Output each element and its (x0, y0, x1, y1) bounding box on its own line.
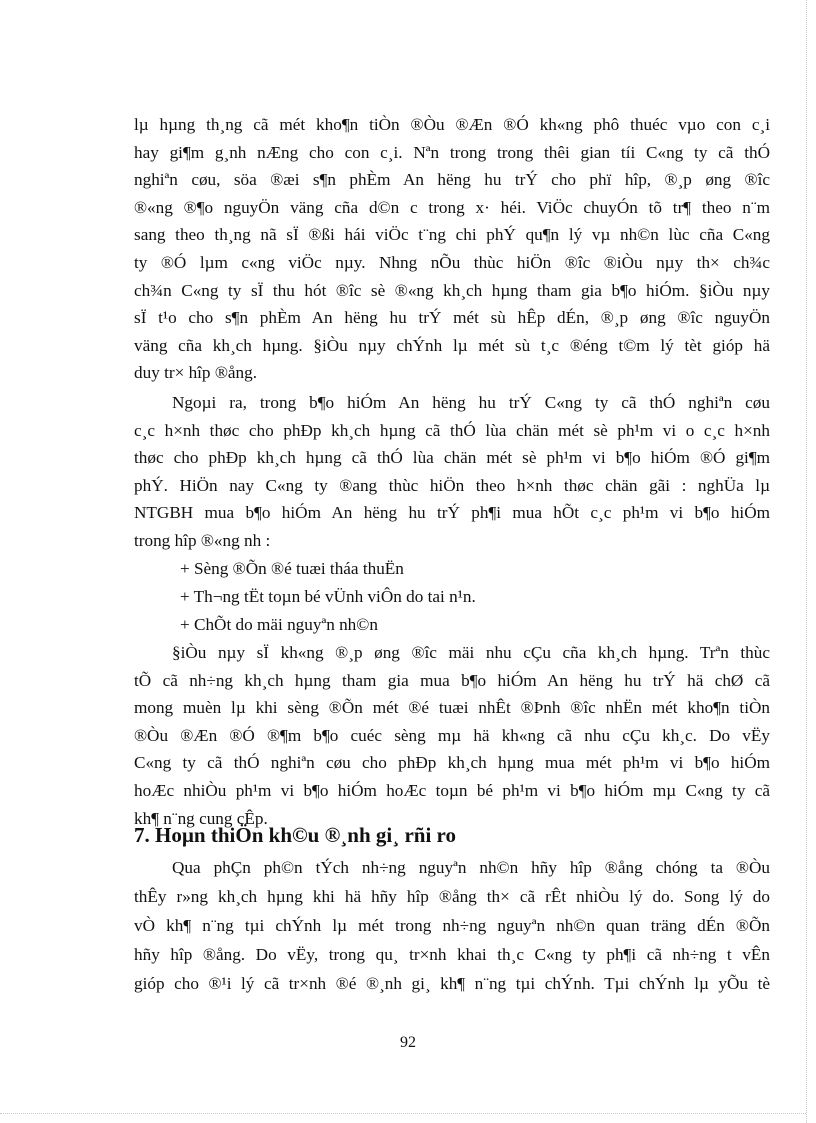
text-line: thøc cho phÐp kh¸ch hµng cã thÓ lùa chän mét sè ph¹m vi b¶o hiÓm ®Ó gi¶m (134, 448, 770, 468)
text-line: väng cña kh¸ch hµng. §iÒu nµy chÝnh lµ mét sù t¸c ®éng t©m lý tèt gióp hä (134, 335, 770, 355)
text-line: ch¾n C«ng ty sÏ thu hót ®îc sè ®«ng kh¸ch hµng tham gia b¶o hiÓm. §iÒu nµy (134, 280, 770, 300)
text-line: ®Òu ®Æn ®Ó ®¶m b¶o cuéc sèng mµ hä kh«ng cã nhu cÇu kh¸c. Do vËy (134, 725, 770, 745)
text-line: tÕ cã nh÷ng kh¸ch hµng tham gia mua b¶o hiÓm An hëng hu trÝ hä chØ cã (134, 670, 770, 690)
text-line: kh¶ n¨ng cung cÊp. (134, 808, 268, 828)
text-line: thÊy r»ng kh¸ch hµng khi hä hñy hîp ®ång th× cã rÊt nhiÒu lý do. Song lý do (134, 887, 770, 906)
text-line: ty ®Ó lµm c«ng viÖc nµy. Nhng nÕu thùc hiÖn ®îc ®iÒu nµy th× ch¾c (134, 253, 770, 272)
text-line: lµ hµng th¸ng cã mét kho¶n tiÒn ®Òu ®Æn ®Ó kh«ng phô thuéc vµo con c¸i (134, 115, 770, 134)
text-line: gióp cho ®¹i lý cã tr×nh ®é ®¸nh gi¸ kh¶ n¨ng tµi chÝnh. Tµi chÝnh lµ yÕu tè (134, 974, 770, 993)
list-item: + ChÕt do mäi nguyªn nh©n (180, 615, 378, 634)
text-line: sÏ t¹o cho s¶n phÈm An hëng hu trÝ mét sù hÊp dÉn, ®¸p øng ®îc nguyÖn (134, 308, 770, 328)
page-border-right (806, 0, 807, 1123)
text-line: c¸c h×nh thøc cho phÐp kh¸ch hµng cã thÓ lùa chän mét sè ph¹m vi o c¸c h×nh (134, 420, 770, 440)
text-line: ®«ng ®¶o nguyÖn väng cña d©n c trong x· héi. ViÖc chuyÓn tõ tr¶ theo n¨m (134, 197, 770, 217)
text-line: hñy hîp ®ång. Do vËy, trong qu¸ tr×nh khai th¸c C«ng ty ph¶i cã nh÷ng t vÊn (134, 945, 770, 964)
section-heading: 7. Hoµn thiÖn kh©u ®¸nh gi¸ rñi ro (134, 823, 457, 847)
text-line: NTGBH mua b¶o hiÓm An hëng hu trÝ ph¶i mua hÕt c¸c ph¹m vi b¶o hiÓm (134, 503, 770, 523)
text-line: phÝ. HiÖn nay C«ng ty ®ang thùc hiÖn theo h×nh thøc chän gãi : nghÜa lµ (134, 475, 770, 495)
text-line: C«ng ty cã thÓ nghiªn cøu cho phÐp kh¸ch hµng mua mét ph¹m vi b¶o hiÓm (134, 753, 770, 773)
text-line: sang theo th¸ng nã sÏ ®ßi hái viÖc t¨ng chi phÝ qu¶n lý vµ nh©n lùc cña C«ng (134, 225, 770, 245)
text-line-indented: §iÒu nµy sÏ kh«ng ®¸p øng ®îc mäi nhu cÇu cña kh¸ch hµng. Trªn thùc (172, 643, 770, 662)
list-item: + Sèng ®Õn ®é tuæi tháa thuËn (180, 559, 404, 578)
text-line-indented: Ngoµi ra, trong b¶o hiÓm An hëng hu trÝ C«ng ty cã thÓ nghiªn cøu (172, 393, 770, 412)
text-line: duy tr× hîp ®ång. (134, 363, 257, 383)
text-line: hoÆc nhiÒu ph¹m vi b¶o hiÓm hoÆc toµn bé ph¹m vi b¶o hiÓm mµ C«ng ty cã (134, 781, 770, 800)
text-line: vÒ kh¶ n¨ng tµi chÝnh lµ mét trong nh÷ng nguyªn nh©n quan träng dÉn ®Õn (134, 916, 770, 935)
list-item: + Th¬ng tËt toµn bé vÜnh viÔn do tai n¹n. (180, 587, 476, 606)
text-line: hay gi¶m g¸nh nÆng cho con c¸i. Nªn trong trong thêi gian tíi C«ng ty cã thÓ (134, 142, 770, 162)
page-number: 92 (400, 1034, 416, 1051)
text-line: trong hîp ®«ng nh : (134, 531, 271, 550)
page-border-bottom (0, 1113, 806, 1114)
text-line-indented: Qua phÇn ph©n tÝch nh÷ng nguyªn nh©n hñy hîp ®ång chóng ta ®Òu (172, 858, 770, 877)
text-line: mong muèn lµ khi sèng ®Õn mét ®é tuæi nhÊt ®Þnh ®îc nhËn mét kho¶n tiÒn (134, 698, 770, 718)
text-line: nghiªn cøu, söa ®æi s¶n phÈm An hëng hu trÝ cho phï hîp, ®¸p øng ®îc (134, 170, 770, 190)
